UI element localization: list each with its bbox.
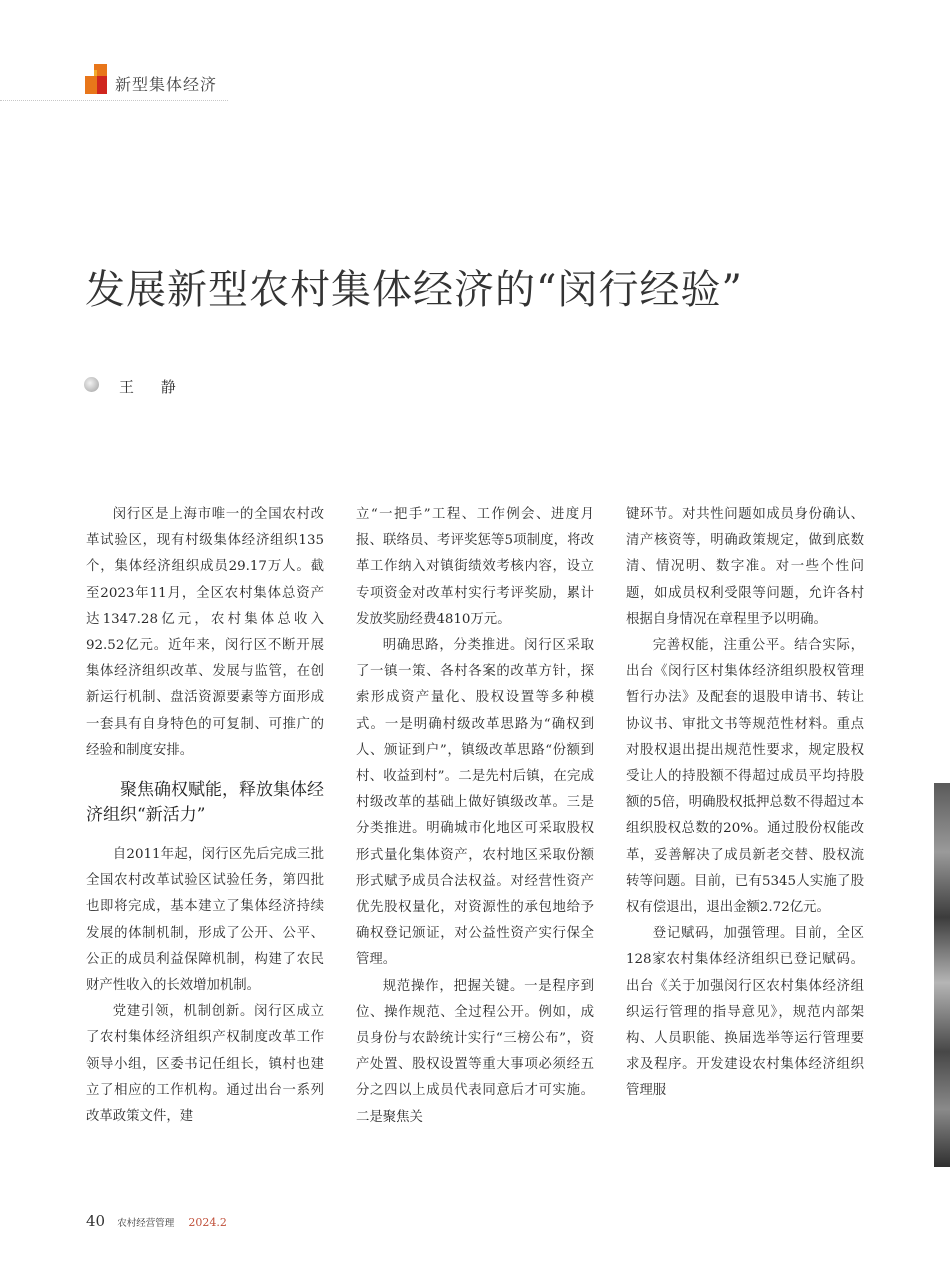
author-bullet-icon bbox=[84, 377, 99, 392]
issue-number: 2024.2 bbox=[188, 1216, 227, 1229]
paragraph-continued: 键环节。对共性问题如成员身份确认、清产核资等，明确政策规定，做到底数清、情况明、数字准。对一些个性问题，如成员权利受限等问题，允许各村根据自身情况在章程里予以明确。 bbox=[626, 507, 864, 627]
text-column-3 bbox=[626, 502, 864, 1105]
paragraph: 闵行区是上海市唯一的全国农村改革试验区，现有村级集体经济组织135个，集体经济组织成员29.17万人。截至2023年11月，全区农村集体总资产达1347.28亿元，农村集体总收入92.52亿元。近年来，闵行区不断开展集体经济组织改革、发展与监管，在创新运行机制、盘活资源要素等方面形成一套具有自身特色的可复制、可推广的经验和制度安排。 bbox=[86, 507, 324, 758]
paragraph: 完善权能，注重公平。结合实际，出台《闵行区村集体经济组织股权管理暂行办法》及配套的退股申请书、转让协议书、审批文书等规范性材料。重点对股权退出提出规范性要求，规定股权受让人的持股额不得超过成员平均持股额的5倍，明确股权抵押总数不得超过本组织股权总数的20%。通过股份权能改革，妥善解决了成员新老交替、股权流转等问题。目前，已有5345人实施了股权有偿退出，退出金额2.72亿元。 bbox=[626, 638, 864, 916]
text-column-1 bbox=[86, 502, 324, 1130]
paragraph-continued: 立“一把手”工程、工作例会、进度月报、联络员、考评奖惩等5项制度，将改革工作纳入对镇街绩效考核内容，设立专项资金对改革村实行考评奖励，累计发放奖励经费4810万元。 bbox=[356, 507, 594, 627]
paragraph: 规范操作，把握关键。一是程序到位、操作规范、全过程公开。例如，成员身份与农龄统计实行“三榜公布”，资产处置、股权设置等重大事项必须经五分之四以上成员代表同意后才可实施。二是聚焦关 bbox=[356, 978, 594, 1125]
page-footer bbox=[86, 1212, 227, 1230]
author-name: 王 静 bbox=[119, 378, 177, 396]
paragraph: 登记赋码，加强管理。目前，全区128家农村集体经济组织已登记赋码。出台《关于加强闵行区农村集体经济组织运行管理的指导意见》，规范内部架构、人员职能、换届选举等运行管理要求及程序。开发建设农村集体经济组织管理服 bbox=[626, 926, 864, 1099]
section-label: 新型集体经济 bbox=[115, 75, 218, 94]
journal-name: 农村经营管理 bbox=[117, 1218, 175, 1229]
section-heading: 聚焦确权赋能，释放集体经济组织“新活力” bbox=[86, 780, 324, 826]
page-number: 40 bbox=[86, 1212, 106, 1230]
article-title: 发展新型农村集体经济的“闵行经验” bbox=[85, 267, 743, 313]
text-column-2 bbox=[356, 502, 594, 1131]
paragraph: 明确思路，分类推进。闵行区采取了一镇一策、各村各案的改革方针，探索形成资产量化、股权设置等多种模式。一是明确村级改革思路为“确权到人、颁证到户”，镇级改革思路“份额到村、收益到村”。二是先村后镇，在完成村级改革的基础上做好镇级改革。三是分类推进。明确城市化地区可采取股权形式量化集体资产，农村地区采取份额形式赋予成员合法权益。对经营性资产优先股权量化，对资源性的承包地给予确权登记颁证，对公益性资产实行保全管理。 bbox=[356, 638, 594, 968]
paragraph: 党建引领，机制创新。闵行区成立了农村集体经济组织产权制度改革工作领导小组，区委书记任组长，镇村也建立了相应的工作机构。通过出台一系列改革政策文件，建 bbox=[86, 1004, 324, 1125]
cropped-photo bbox=[934, 783, 950, 1167]
section-logo-icon bbox=[85, 64, 107, 94]
header-divider bbox=[0, 100, 228, 101]
paragraph: 自2011年起，闵行区先后完成三批全国农村改革试验区试验任务，第四批也即将完成，基本建立了集体经济持续发展的体制机制，形成了公开、公平、公正的成员利益保障机制，构建了农民财产性收入的长效增加机制。 bbox=[86, 847, 324, 994]
